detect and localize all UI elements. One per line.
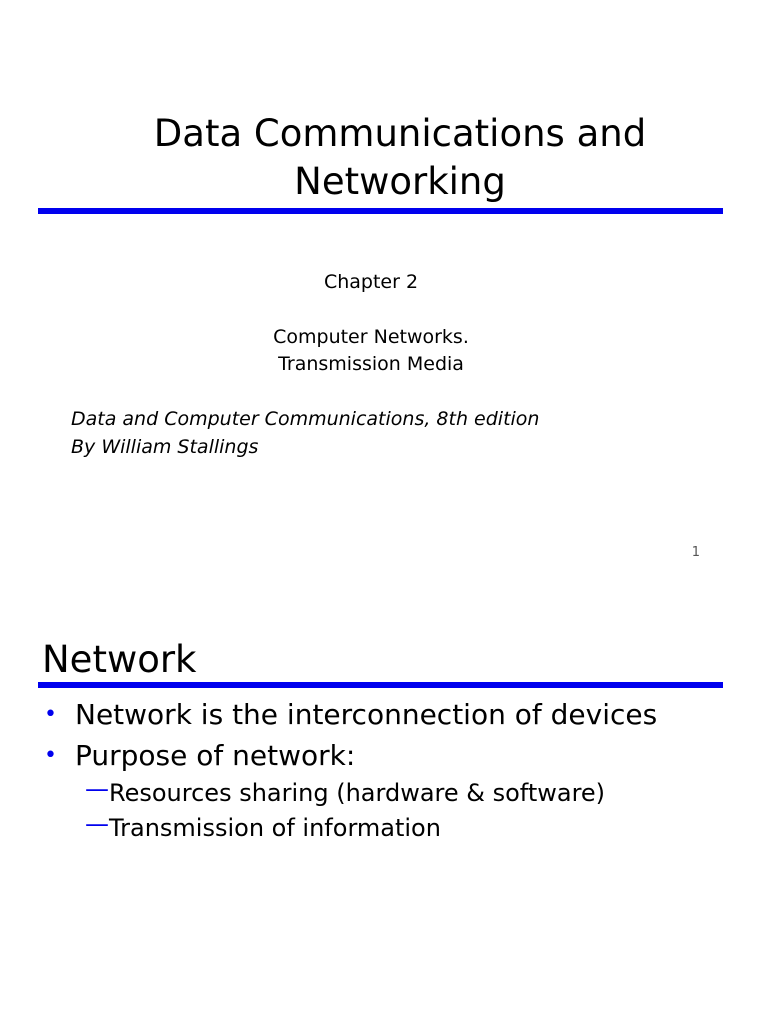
sub-bullet-item: [40, 811, 740, 846]
book-title: Data and Computer Communications, 8th edition: [71, 408, 540, 430]
title-divider: [38, 208, 723, 214]
slide-title: Network: [42, 638, 197, 681]
book-reference: [71, 405, 711, 461]
bullet-item: [40, 694, 740, 735]
sub-bullet-text: Transmission of information: [109, 814, 441, 842]
bullet-list: [40, 694, 740, 846]
sub-bullet-text: Resources sharing (hardware & software): [109, 779, 606, 807]
chapter-label: Chapter 2: [323, 271, 419, 293]
title-divider: [38, 682, 723, 688]
subtitle-line-2: Transmission Media: [278, 353, 464, 375]
bullet-item: [40, 735, 740, 776]
bullet-text: Network is the interconnection of devices: [75, 698, 658, 731]
sub-bullet-group: [40, 776, 740, 846]
subtitle-line-1: Computer Networks.: [273, 326, 469, 348]
sub-bullet-list: [40, 776, 740, 846]
slide-title: Data Communications and Networking: [153, 112, 647, 203]
sub-bullet-item: [40, 776, 740, 811]
dash-icon: —: [85, 775, 109, 803]
slide-subtitle: [171, 324, 571, 378]
bullet-dot-icon: •: [44, 702, 57, 727]
dash-icon: —: [85, 810, 109, 838]
network-slide: [0, 590, 768, 1024]
bullet-dot-icon: •: [44, 743, 57, 768]
bullet-text: Purpose of network:: [75, 739, 356, 772]
book-author: By William Stallings: [71, 436, 259, 458]
slide-number: 1: [691, 545, 700, 560]
